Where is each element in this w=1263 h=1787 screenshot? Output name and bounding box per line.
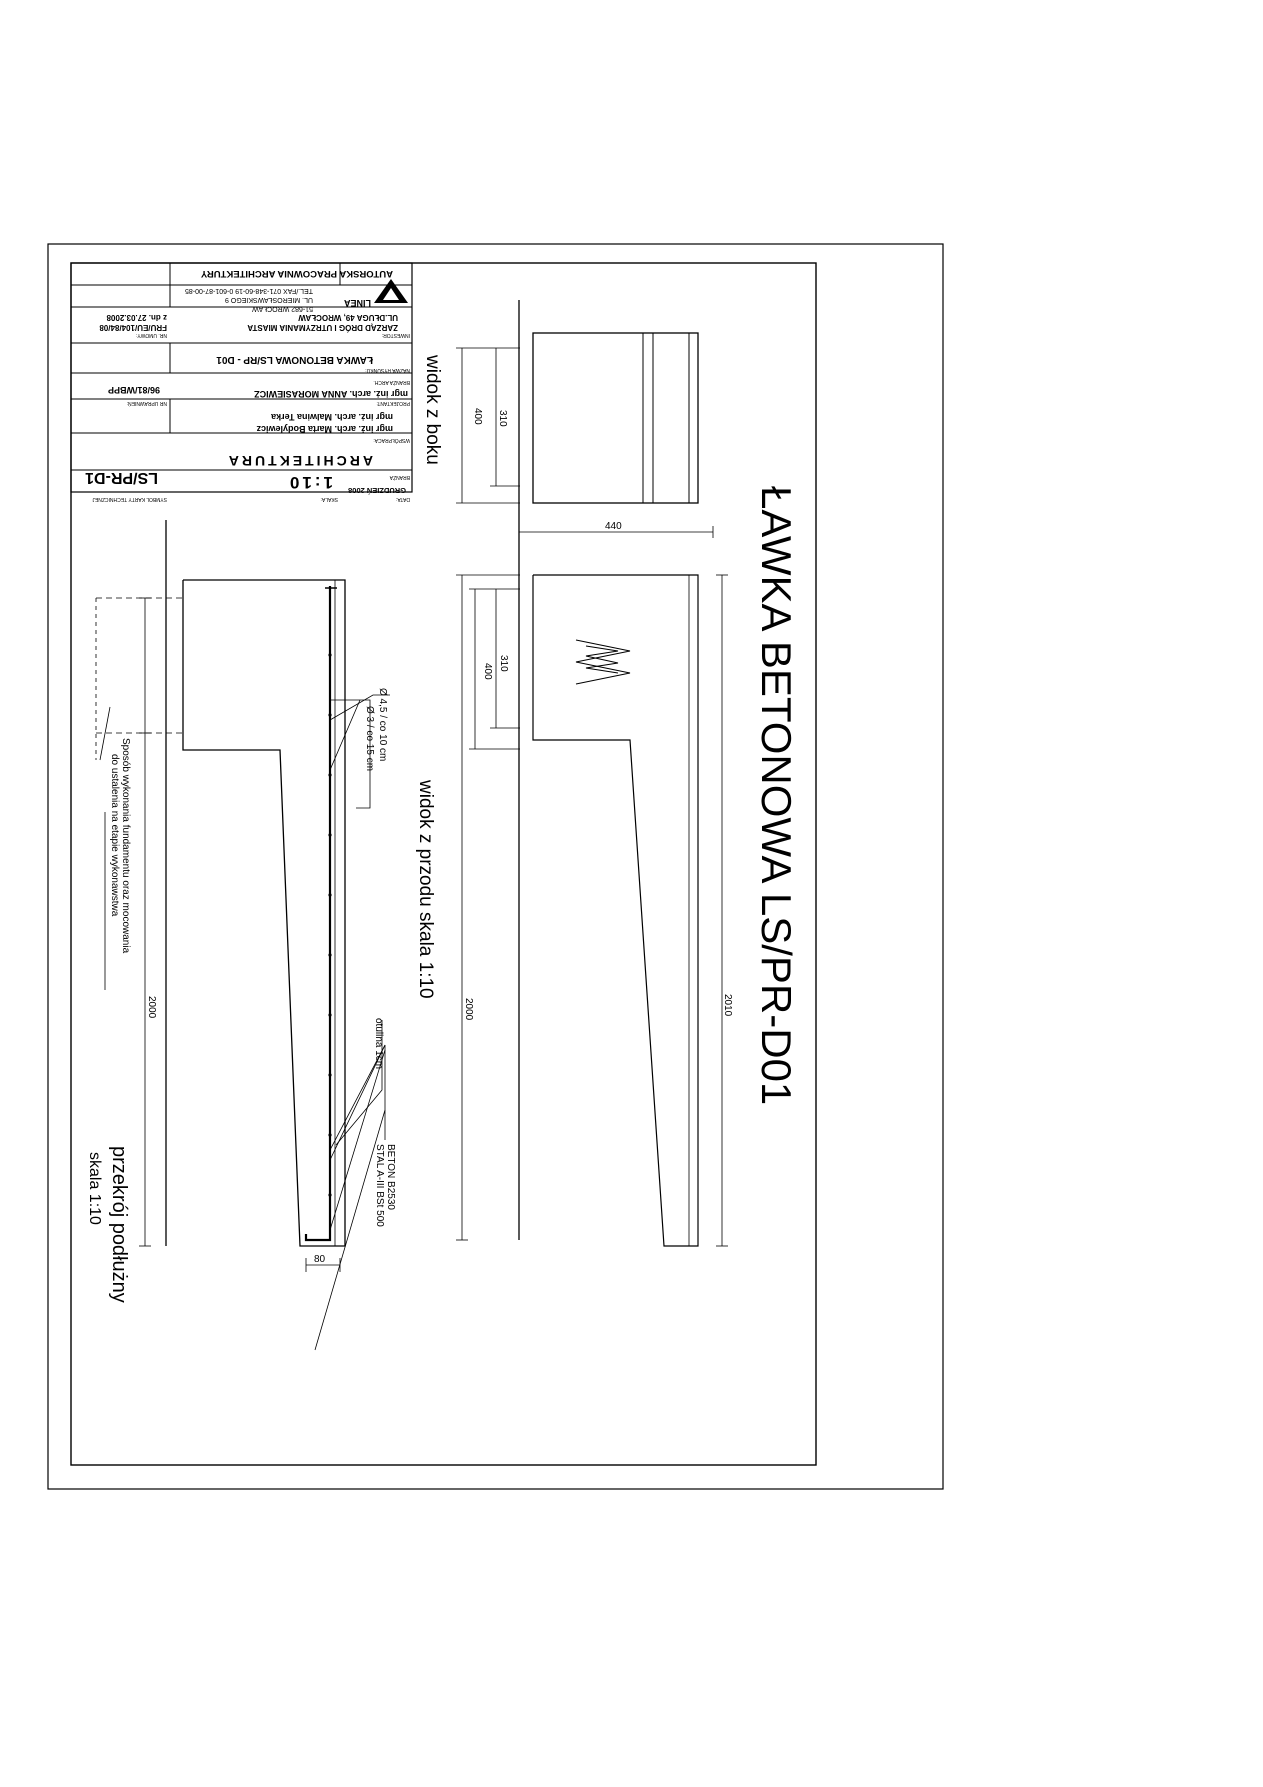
dim-2010: 2010 xyxy=(722,994,733,1017)
title-block xyxy=(71,263,412,502)
steel-class-label: STAL A-III BSt 500 xyxy=(374,1144,385,1227)
address-line-2: UL. MIEROSŁAWSKIEGO 9 xyxy=(224,296,313,303)
date-label: DATA: xyxy=(396,496,410,502)
side-view xyxy=(422,333,713,538)
branch-label: BRANŻA xyxy=(389,474,410,480)
rebar-label-phi3: Ø 3 / co 15 cm xyxy=(364,706,375,772)
dim-310-side: 310 xyxy=(497,410,508,427)
dim-2000-section: 2000 xyxy=(146,996,157,1019)
license-number: 96/81/WBPP xyxy=(107,385,160,395)
phone-line: TEL./FAX 071-348-60-19 0-601-87-00-85 xyxy=(184,287,313,294)
drawing-name: ŁAWKA BETONOWA LS/RP - D01 xyxy=(216,354,373,365)
dim-2000-front: 2000 xyxy=(463,998,474,1021)
front-view-label: widok z przodu skala 1:10 xyxy=(415,780,436,999)
collab-label: WSPÓŁPRACA: xyxy=(373,437,410,443)
note-line-2: do ustalenia na etapie wykonawstwa xyxy=(109,754,120,917)
contract-label: NR. UMOWY: xyxy=(136,332,167,338)
dim-440: 440 xyxy=(605,521,622,532)
dim-400-front: 400 xyxy=(482,663,493,680)
dim-400-side: 400 xyxy=(472,408,483,425)
note-line-1: Sposób wykonania fundamentu oraz mocowania xyxy=(120,738,131,954)
w-relief-logo xyxy=(576,640,630,684)
symbol-value: LS/PR-D1 xyxy=(85,469,158,486)
section-view-label: przekrój podłużny xyxy=(108,1146,130,1303)
client-label: INWESTOR: xyxy=(381,332,410,338)
collaborator-2: mgr inż. arch. Malwina Terka xyxy=(271,412,393,422)
client-line-1: ZARZĄD DRÓG I UTRZYMANIA MIASTA xyxy=(247,323,398,332)
collaborator-1: mgr inż. arch. Marta Bodylewicz xyxy=(256,424,393,434)
branch-arch-label: BRANŻA ARCH. xyxy=(373,379,410,385)
contract-date: z dn. 27.03.2008 xyxy=(106,313,167,322)
rebar-label-phi45: Ø 4,5 / co 10 cm xyxy=(377,688,388,762)
office-name: AUTORSKA PRACOWNIA ARCHITEKTURY xyxy=(200,268,393,279)
cover-label: otulina 1cm xyxy=(373,1018,384,1070)
client-line-2: UL.DŁUGA 49, WROCŁAW xyxy=(298,313,398,322)
address-line-1: 51-682 WROCŁAW xyxy=(252,305,313,312)
linea-logo xyxy=(343,279,408,308)
front-view xyxy=(415,575,733,1246)
date-value: GRUDZIEŃ 2008 xyxy=(348,486,406,495)
dim-80: 80 xyxy=(314,1254,326,1265)
drawing-name-label: NAZWA RYSUNKU: xyxy=(365,367,410,373)
scale-label: SKALA: xyxy=(320,496,338,502)
designer-name: mgr inż. arch. ANNA MORASIEWICZ xyxy=(254,389,408,399)
symbol-label: SYMBOL KARTY TECHNICZNEJ xyxy=(92,496,167,502)
designer-label: PROJEKTANT: xyxy=(376,400,410,406)
sheet-title: ŁAWKA BETONOWA LS/PR-D01 xyxy=(753,486,800,1106)
section-scale-label: skala 1:10 xyxy=(86,1152,103,1225)
dim-310-front: 310 xyxy=(498,655,509,672)
contract-number: FRU/EU/104/84/08 xyxy=(99,323,167,332)
concrete-class-label: BETON B2530 xyxy=(385,1144,396,1210)
outer-frame xyxy=(48,244,943,1489)
license-label: NR UPRAWNIEŃ: xyxy=(126,400,167,406)
section-view xyxy=(86,520,396,1350)
svg-text:LINEA: LINEA xyxy=(344,298,371,308)
scale-value: 1:10 xyxy=(286,473,333,492)
side-view-label: widok z boku xyxy=(422,355,443,465)
branch-value: ARCHITEKTURA xyxy=(225,453,373,469)
